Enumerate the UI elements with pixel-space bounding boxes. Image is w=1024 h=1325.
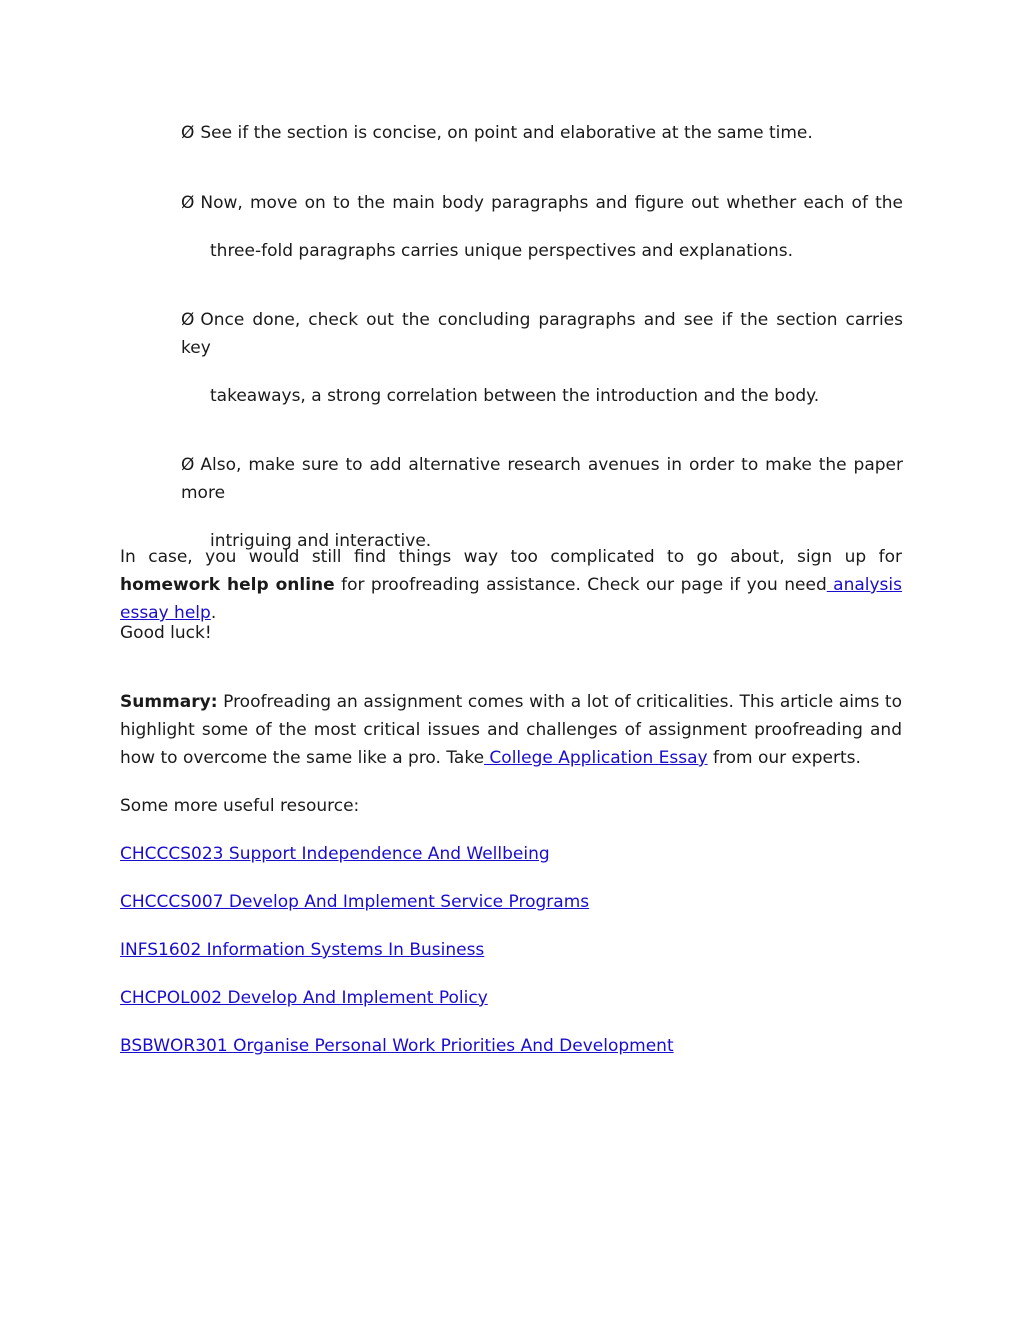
- checklist-item-continuation: intriguing and interactive.: [210, 531, 432, 551]
- homework-help-paragraph: In case, you would still find things way too complicated to go about, sign up for homework help online for proofreading assistance. Check our page if you need analysis essay help.: [120, 547, 902, 623]
- checklist-item-text: Once done, check out the concluding paragraphs and see if the section carries key: [181, 310, 903, 358]
- checklist-item: [181, 451, 903, 555]
- summary-label: Summary:: [120, 692, 218, 712]
- bullet-mark: Ø: [181, 455, 195, 475]
- resource-link-chcpol002[interactable]: CHCPOL002 Develop And Implement Policy: [120, 988, 488, 1008]
- checklist-item-text: Now, move on to the main body paragraphs and figure out whether each of the: [200, 193, 903, 213]
- resource-link-chcccs023[interactable]: CHCCCS023 Support Independence And Wellbeing: [120, 844, 550, 864]
- checklist-item: [181, 119, 903, 147]
- homework-help-bold: homework help online: [120, 575, 335, 595]
- summary-paragraph: Summary: Proofreading an assignment comes with a lot of criticalities. This article aims to highlight some of the most critical issues and challenges of assignment proofreading and how to overcome the same like a pro. Take College Application Essay from our experts.: [120, 692, 902, 768]
- good-luck-paragraph: Good luck!: [120, 623, 212, 643]
- checklist-item: [181, 189, 903, 265]
- checklist-item-continuation: takeaways, a strong correlation between the introduction and the body.: [210, 386, 820, 406]
- resource-link-chcccs007[interactable]: CHCCCS007 Develop And Implement Service Programs: [120, 892, 590, 912]
- checklist-item-text: See if the section is concise, on point and elaborative at the same time.: [200, 123, 813, 143]
- checklist-item: [181, 306, 903, 410]
- bullet-mark: Ø: [181, 193, 195, 213]
- resources-heading: Some more useful resource:: [120, 796, 360, 816]
- college-application-essay-link[interactable]: College Application Essay: [484, 748, 708, 768]
- checklist-item-text: Also, make sure to add alternative research avenues in order to make the paper more: [181, 455, 903, 503]
- checklist: [181, 119, 903, 555]
- resource-link-list: [120, 840, 674, 1080]
- resource-link-bsbwor301[interactable]: BSBWOR301 Organise Personal Work Priorities And Development: [120, 1036, 674, 1056]
- bullet-mark: Ø: [181, 123, 195, 143]
- bullet-mark: Ø: [181, 310, 195, 330]
- checklist-item-continuation: three-fold paragraphs carries unique perspectives and explanations.: [210, 241, 794, 261]
- analysis-essay-help-link[interactable]: analysis essay help: [120, 575, 902, 623]
- resource-link-infs1602[interactable]: INFS1602 Information Systems In Business: [120, 940, 485, 960]
